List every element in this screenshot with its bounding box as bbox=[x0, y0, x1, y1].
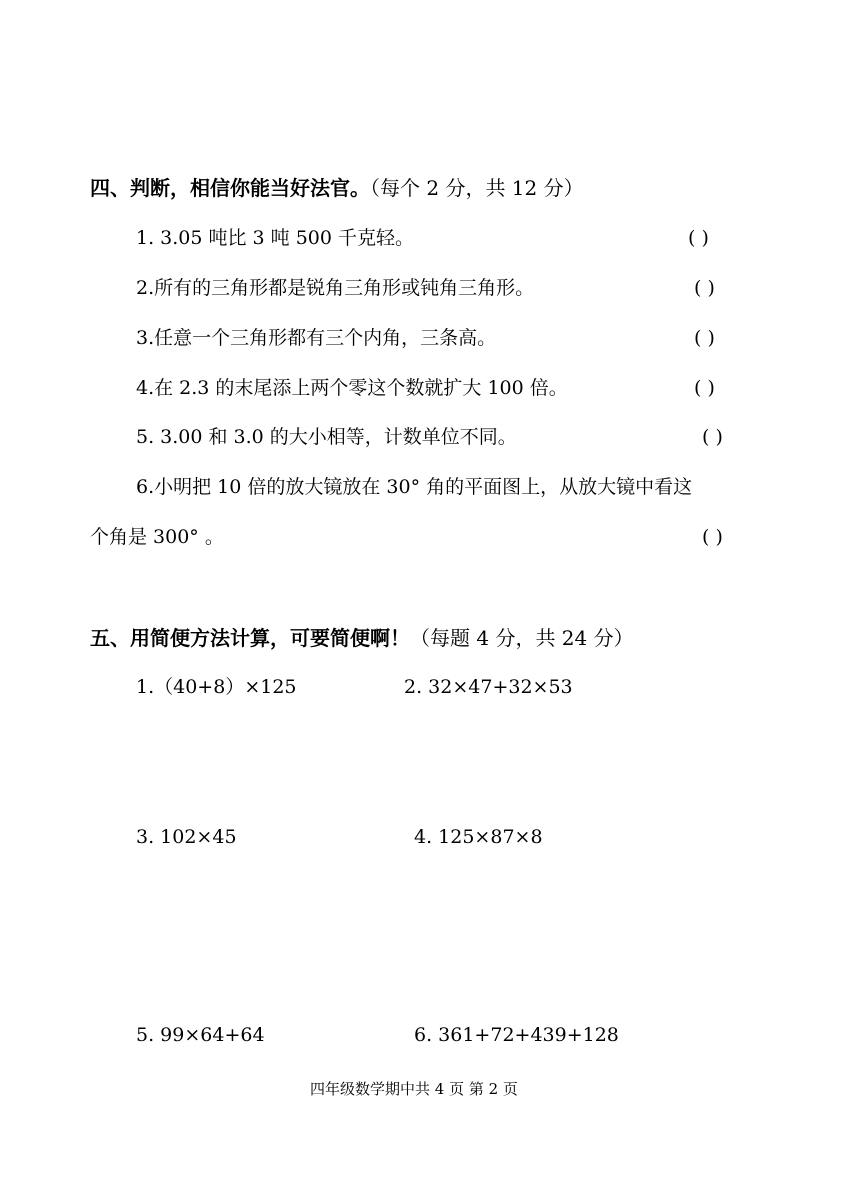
section5-title: 五、用简便方法计算，可要简便啊！ bbox=[90, 626, 410, 650]
answer-paren-5[interactable]: ( ) bbox=[702, 426, 723, 448]
answer-paren-6[interactable]: ( ) bbox=[702, 526, 723, 548]
answer-paren-3[interactable]: ( ) bbox=[694, 327, 715, 349]
section5-heading bbox=[90, 628, 634, 648]
section4-heading bbox=[90, 178, 584, 198]
calc-problem-1: 1.（40+8）×125 bbox=[136, 676, 297, 698]
judge-item-1: 1. 3.05 吨比 3 吨 500 千克轻。 bbox=[136, 227, 415, 249]
answer-paren-1[interactable]: ( ) bbox=[688, 227, 709, 249]
section4-score: （每个 2 分，共 12 分） bbox=[370, 176, 584, 200]
calc-problem-5: 5. 99×64+64 bbox=[136, 1024, 265, 1046]
calc-problem-4: 4. 125×87×8 bbox=[414, 826, 543, 848]
judge-item-6: 6.小明把 10 倍的放大镜放在 30° 角的平面图上，从放大镜中看这 bbox=[136, 476, 693, 498]
answer-paren-4[interactable]: ( ) bbox=[694, 377, 715, 399]
judge-item-4: 4.在 2.3 的末尾添上两个零这个数就扩大 100 倍。 bbox=[136, 377, 568, 399]
section5-score: （每题 4 分，共 24 分） bbox=[410, 626, 634, 650]
judge-item-2: 2.所有的三角形都是锐角三角形或钝角三角形。 bbox=[136, 277, 535, 299]
page-footer: 四年级数学期中共 4 页 第 2 页 bbox=[310, 1080, 518, 1098]
judge-item-3: 3.任意一个三角形都有三个内角，三条高。 bbox=[136, 327, 497, 349]
answer-paren-2[interactable]: ( ) bbox=[694, 277, 715, 299]
calc-problem-2: 2. 32×47+32×53 bbox=[404, 676, 573, 698]
section4-title: 四、判断，相信你能当好法官。 bbox=[90, 176, 370, 200]
calc-problem-6: 6. 361+72+439+128 bbox=[414, 1024, 619, 1046]
judge-item-5: 5. 3.00 和 3.0 的大小相等，计数单位不同。 bbox=[136, 426, 517, 448]
judge-item-6-continuation: 个角是 300° 。 bbox=[90, 526, 224, 548]
calc-problem-3: 3. 102×45 bbox=[136, 826, 237, 848]
